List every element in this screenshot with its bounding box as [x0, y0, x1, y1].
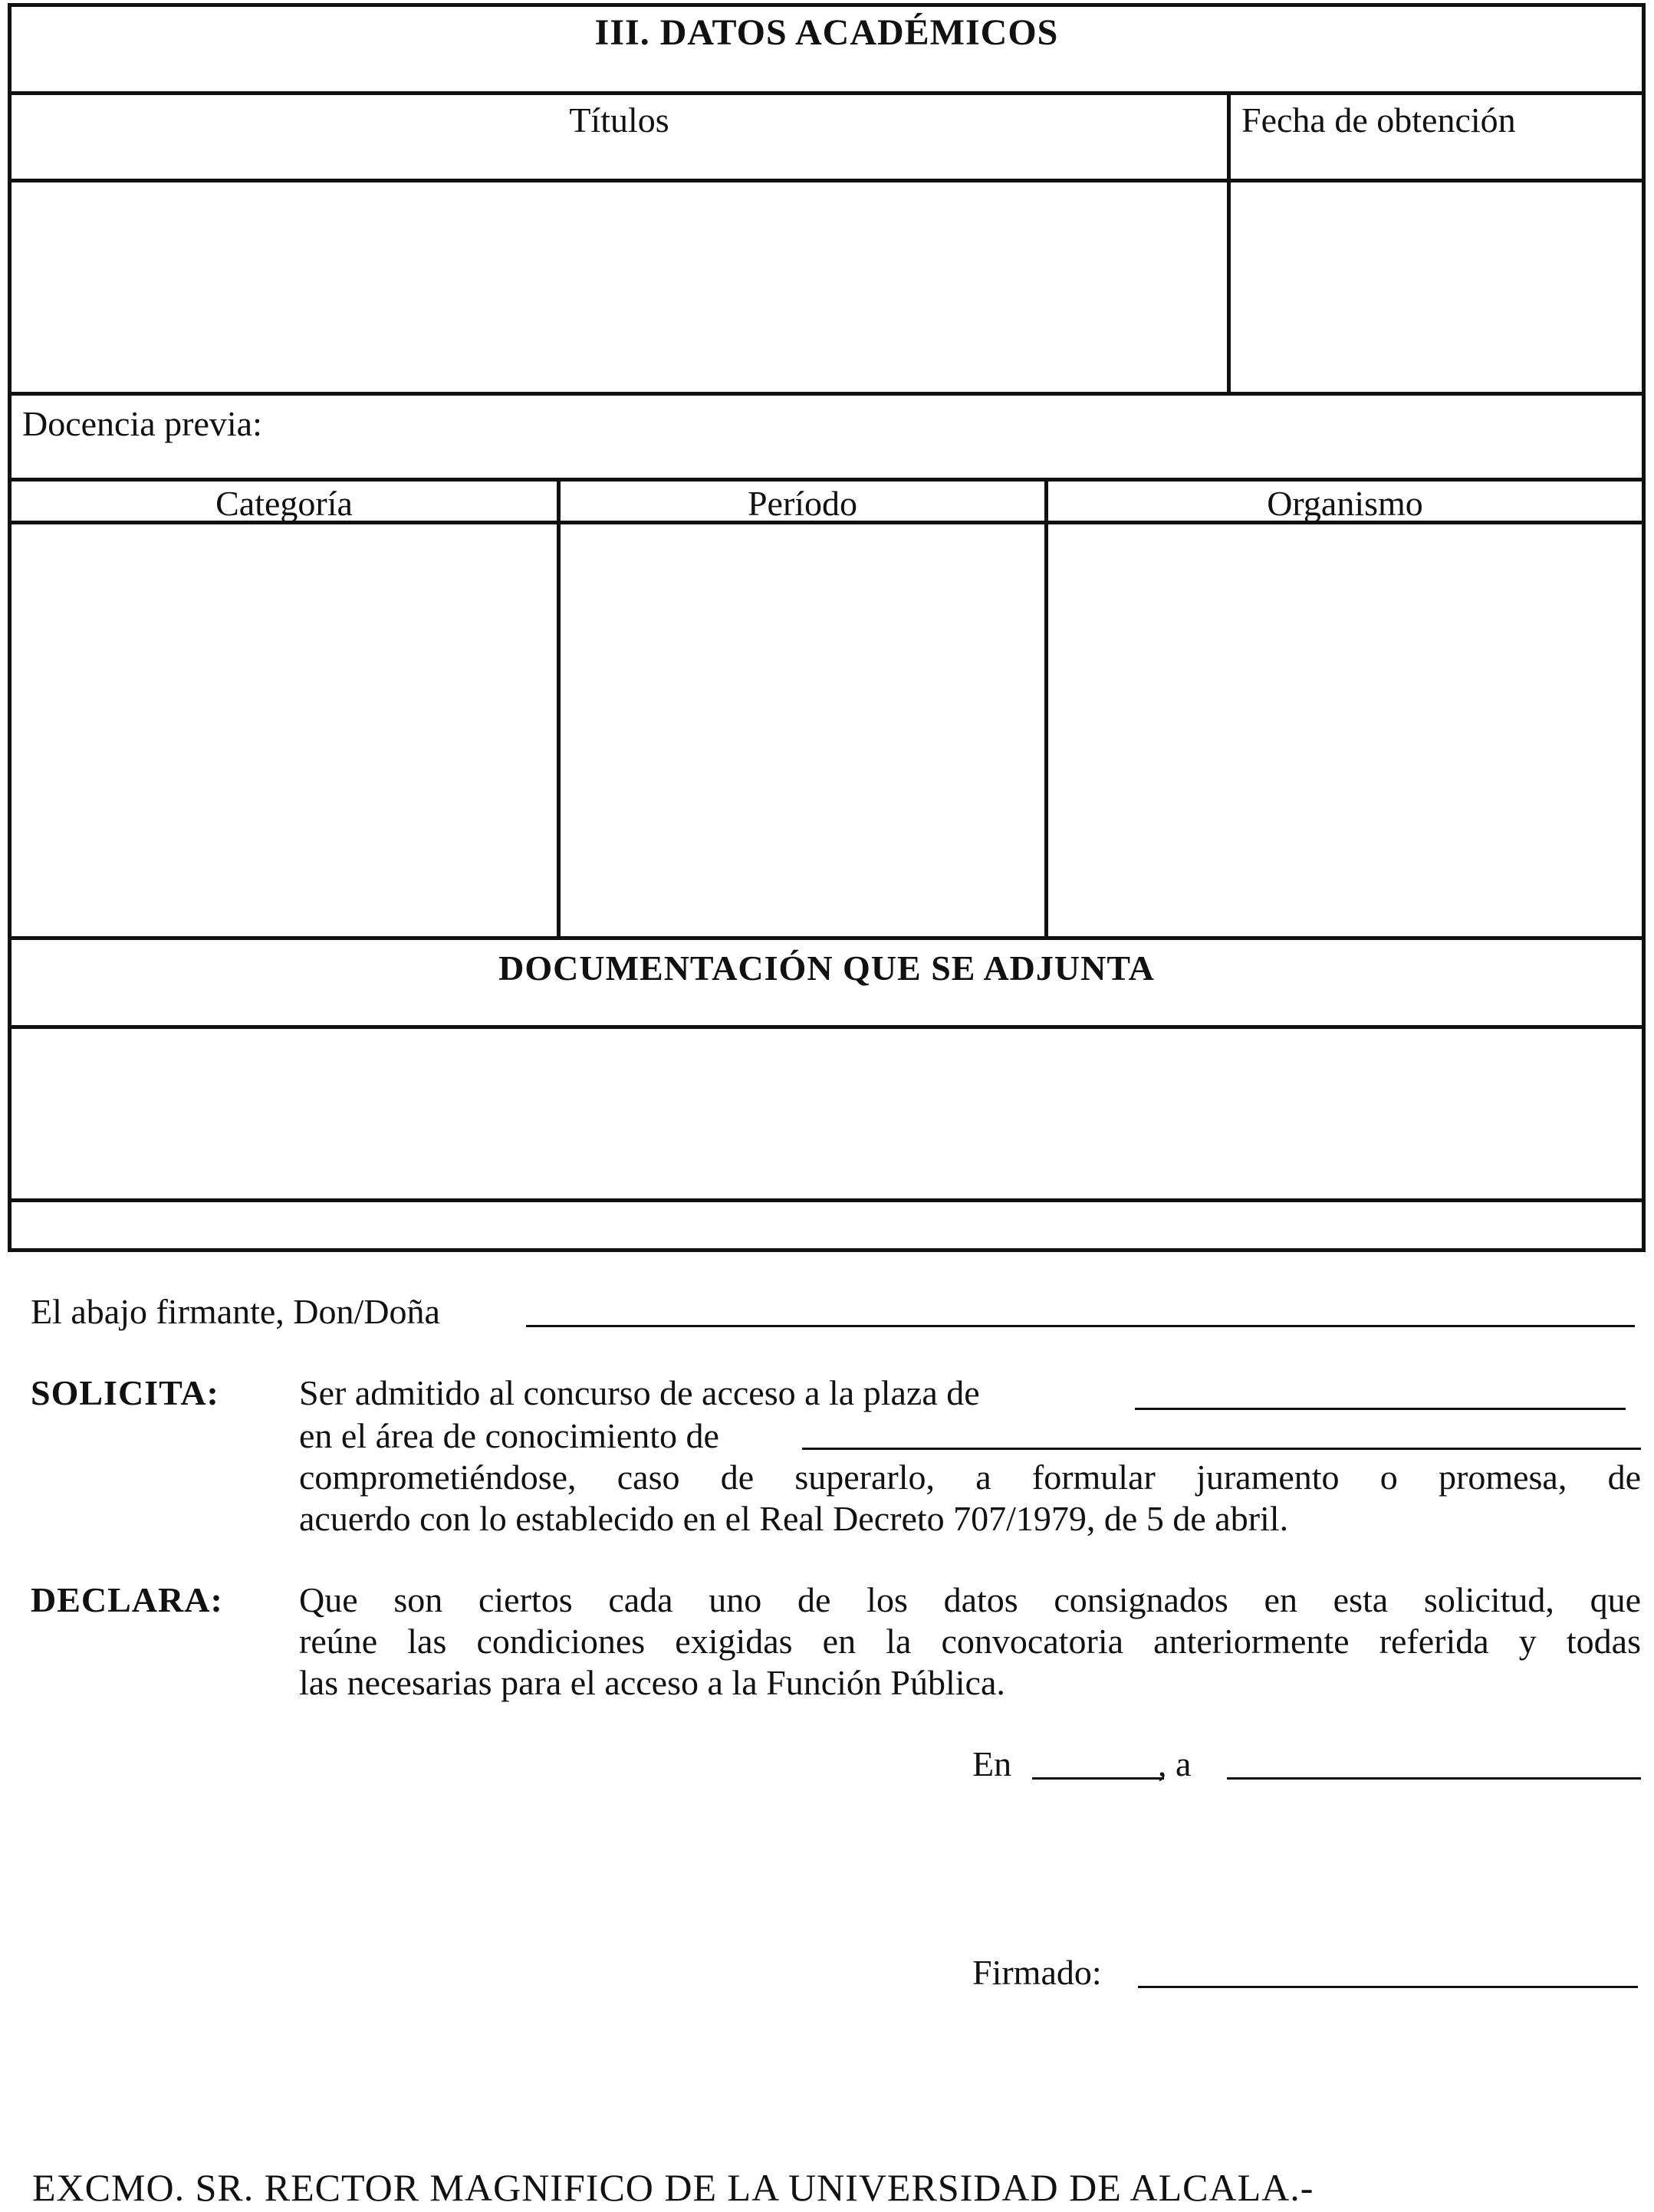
signer-intro: El abajo firmante, Don/Doña: [31, 1292, 440, 1331]
teaching-entry-row: [12, 524, 1642, 940]
solicita-line-3: comprometiéndose, caso de superarlo, a formular juramento o promesa, de: [299, 1458, 1641, 1497]
declara-label: DECLARA:: [31, 1580, 223, 1619]
declara-line-1: Que son ciertos cada uno de los datos consignados en esta solicitud, que: [299, 1580, 1641, 1619]
addressee: EXCMO. SR. RECTOR MAGNIFICO DE LA UNIVERSIDAD DE ALCALA.-: [32, 2166, 1314, 2209]
section-title: III. DATOS ACADÉMICOS: [12, 7, 1642, 95]
solicita-line-1: Ser admitido al concurso de acceso a la plaza de: [299, 1373, 980, 1412]
knowledge-area-field[interactable]: [802, 1412, 1641, 1450]
signature-field[interactable]: [1138, 1951, 1638, 1988]
place-separator: , a: [1158, 1744, 1192, 1783]
period-header: Período: [561, 482, 1048, 521]
declara-line-2: reúne las condiciones exigidas en la convocatoria anteriormente referida y todas: [299, 1622, 1641, 1661]
solicita-label: SOLICITA:: [31, 1373, 219, 1412]
titles-entry-row: [12, 182, 1642, 396]
solicita-line-4: acuerdo con lo establecido en el Real Decreto 707/1979, de 5 de abril.: [299, 1499, 1289, 1538]
documentation-title: DOCUMENTACIÓN QUE SE ADJUNTA: [12, 940, 1642, 1029]
documentation-extra-field[interactable]: [12, 1202, 1642, 1248]
titles-header-row: [12, 95, 1642, 182]
position-field[interactable]: [1135, 1372, 1626, 1410]
teaching-header-row: [12, 482, 1642, 524]
documentation-entry-field[interactable]: [12, 1029, 1642, 1202]
titles-header: Títulos: [12, 95, 1231, 179]
place-prefix: En: [972, 1744, 1012, 1783]
organism-header: Organismo: [1267, 484, 1423, 523]
category-header: Categoría: [12, 482, 561, 521]
solicita-line-2: en el área de conocimiento de: [299, 1416, 719, 1455]
academic-data-form: [8, 3, 1646, 1252]
titles-entry-field[interactable]: [12, 182, 1231, 392]
date-header: Fecha de obtención: [1241, 100, 1516, 140]
signed-label: Firmado:: [972, 1953, 1102, 1992]
category-entry-field[interactable]: [12, 524, 561, 936]
signer-name-field[interactable]: [526, 1287, 1635, 1327]
organism-entry-field[interactable]: [1048, 524, 1642, 936]
date-entry-field[interactable]: [1231, 182, 1642, 392]
period-entry-field[interactable]: [561, 524, 1048, 936]
teaching-label: Docencia previa:: [22, 404, 262, 443]
place-field[interactable]: [1032, 1742, 1164, 1780]
date-field[interactable]: [1227, 1742, 1641, 1780]
teaching-label-row: [12, 396, 1642, 482]
declara-line-3: las necesarias para el acceso a la Función Pública.: [299, 1663, 1005, 1702]
